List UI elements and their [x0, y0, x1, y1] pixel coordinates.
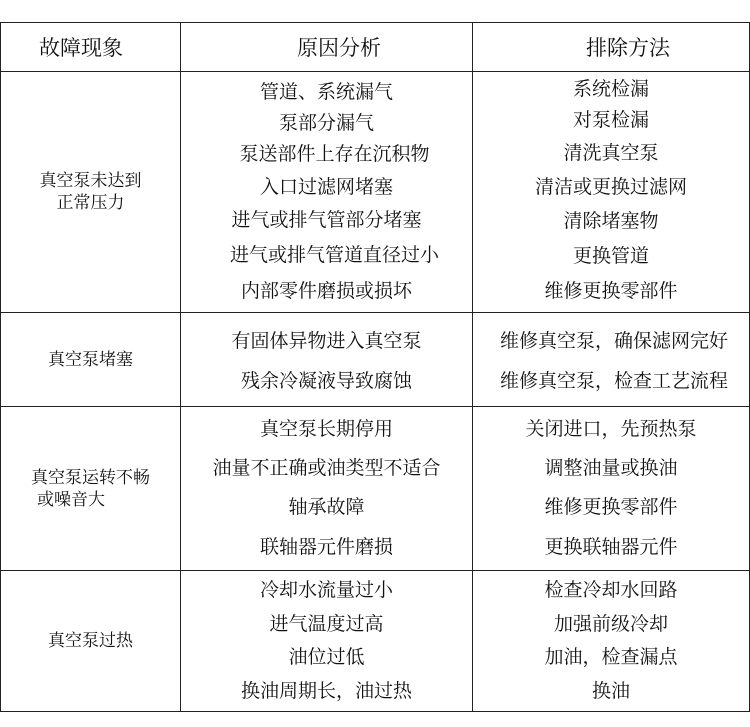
- table-row: [1, 72, 750, 313]
- symptom-cell: [1, 72, 181, 313]
- cause-item: 有固体异物进入真空泵: [231, 329, 422, 352]
- symptom-text: 真空泵堵塞: [48, 349, 133, 370]
- cause-item: 泵送部件上存在沉积物: [239, 142, 430, 165]
- cause-cell: [181, 571, 473, 712]
- remedy-item: 检查冷却水回路: [544, 579, 678, 601]
- cause-item: 换油周期长，油过热: [240, 680, 412, 702]
- remedy-item: 维修更换零部件: [544, 495, 678, 518]
- fault-table: [0, 22, 750, 712]
- cause-item: 进气温度过高: [269, 613, 384, 635]
- cause-item: 进气或排气管道直径过小: [229, 243, 439, 266]
- remedy-item: 换油: [591, 680, 630, 702]
- cause-item: 油量不正确或油类型不适合: [212, 456, 441, 479]
- remedy-item: 清除堵塞物: [563, 210, 659, 232]
- remedy-item: 加油，检查漏点: [544, 646, 678, 668]
- remedy-item: 系统检漏: [572, 78, 649, 100]
- table-row: [1, 313, 750, 407]
- remedy-item: 清洁或更换过滤网: [534, 176, 687, 198]
- remedy-cell: [473, 407, 750, 571]
- cause-item: 内部零件磨损或损坏: [240, 279, 412, 302]
- symptom-text: 正常压力: [56, 193, 125, 213]
- header-row: [1, 23, 750, 72]
- cause-item: 入口过滤网堵塞: [259, 175, 393, 198]
- cause-item: 管道、系统漏气: [259, 80, 393, 103]
- symptom-text: 真空泵未达到: [39, 171, 142, 191]
- remedy-item: 对泵检漏: [572, 109, 649, 131]
- table-row: [1, 571, 750, 712]
- symptom-cell: [1, 313, 181, 407]
- remedy-item: 维修真空泵，确保滤网完好: [499, 329, 728, 352]
- symptom-text: 真空泵过热: [48, 631, 133, 651]
- remedy-cell: [473, 571, 750, 712]
- remedy-item: 清洗真空泵: [563, 142, 659, 164]
- header-cause: 原因分析: [181, 23, 473, 72]
- remedy-cell: [473, 72, 750, 313]
- header-symptom: 故障现象: [1, 23, 181, 72]
- cause-cell: [181, 72, 473, 313]
- remedy-item: 维修更换零部件: [544, 280, 678, 302]
- symptom-text: 真空泵运转不畅: [31, 467, 150, 488]
- remedy-item: 关闭进口，先预热泵: [525, 417, 697, 440]
- remedy-item: 加强前级冷却: [553, 613, 668, 635]
- cause-item: 进气或排气管部分堵塞: [231, 208, 422, 231]
- cause-cell: [181, 313, 473, 407]
- remedy-item: 更换管道: [572, 245, 649, 267]
- cause-item: 真空泵长期停用: [259, 417, 393, 440]
- symptom-cell: [1, 407, 181, 571]
- table-row: [1, 407, 750, 571]
- cause-cell: [181, 407, 473, 571]
- symptom-cell: [1, 571, 181, 712]
- cause-item: 联轴器元件磨损: [259, 535, 393, 558]
- cause-item: 泵部分漏气: [278, 111, 374, 134]
- remedy-item: 维修真空泵，检查工艺流程: [499, 369, 728, 392]
- symptom-text: 或噪音大: [37, 489, 105, 510]
- cause-item: 冷却水流量过小: [259, 579, 393, 601]
- remedy-item: 更换联轴器元件: [544, 535, 678, 558]
- remedy-item: 调整油量或换油: [544, 456, 678, 479]
- cause-item: 油位过低: [288, 646, 365, 668]
- remedy-cell: [473, 313, 750, 407]
- cause-item: 残余冷凝液导致腐蚀: [240, 369, 412, 392]
- fault-table-container: [0, 22, 749, 707]
- header-remedy: 排除方法: [473, 23, 750, 72]
- cause-item: 轴承故障: [288, 495, 365, 518]
